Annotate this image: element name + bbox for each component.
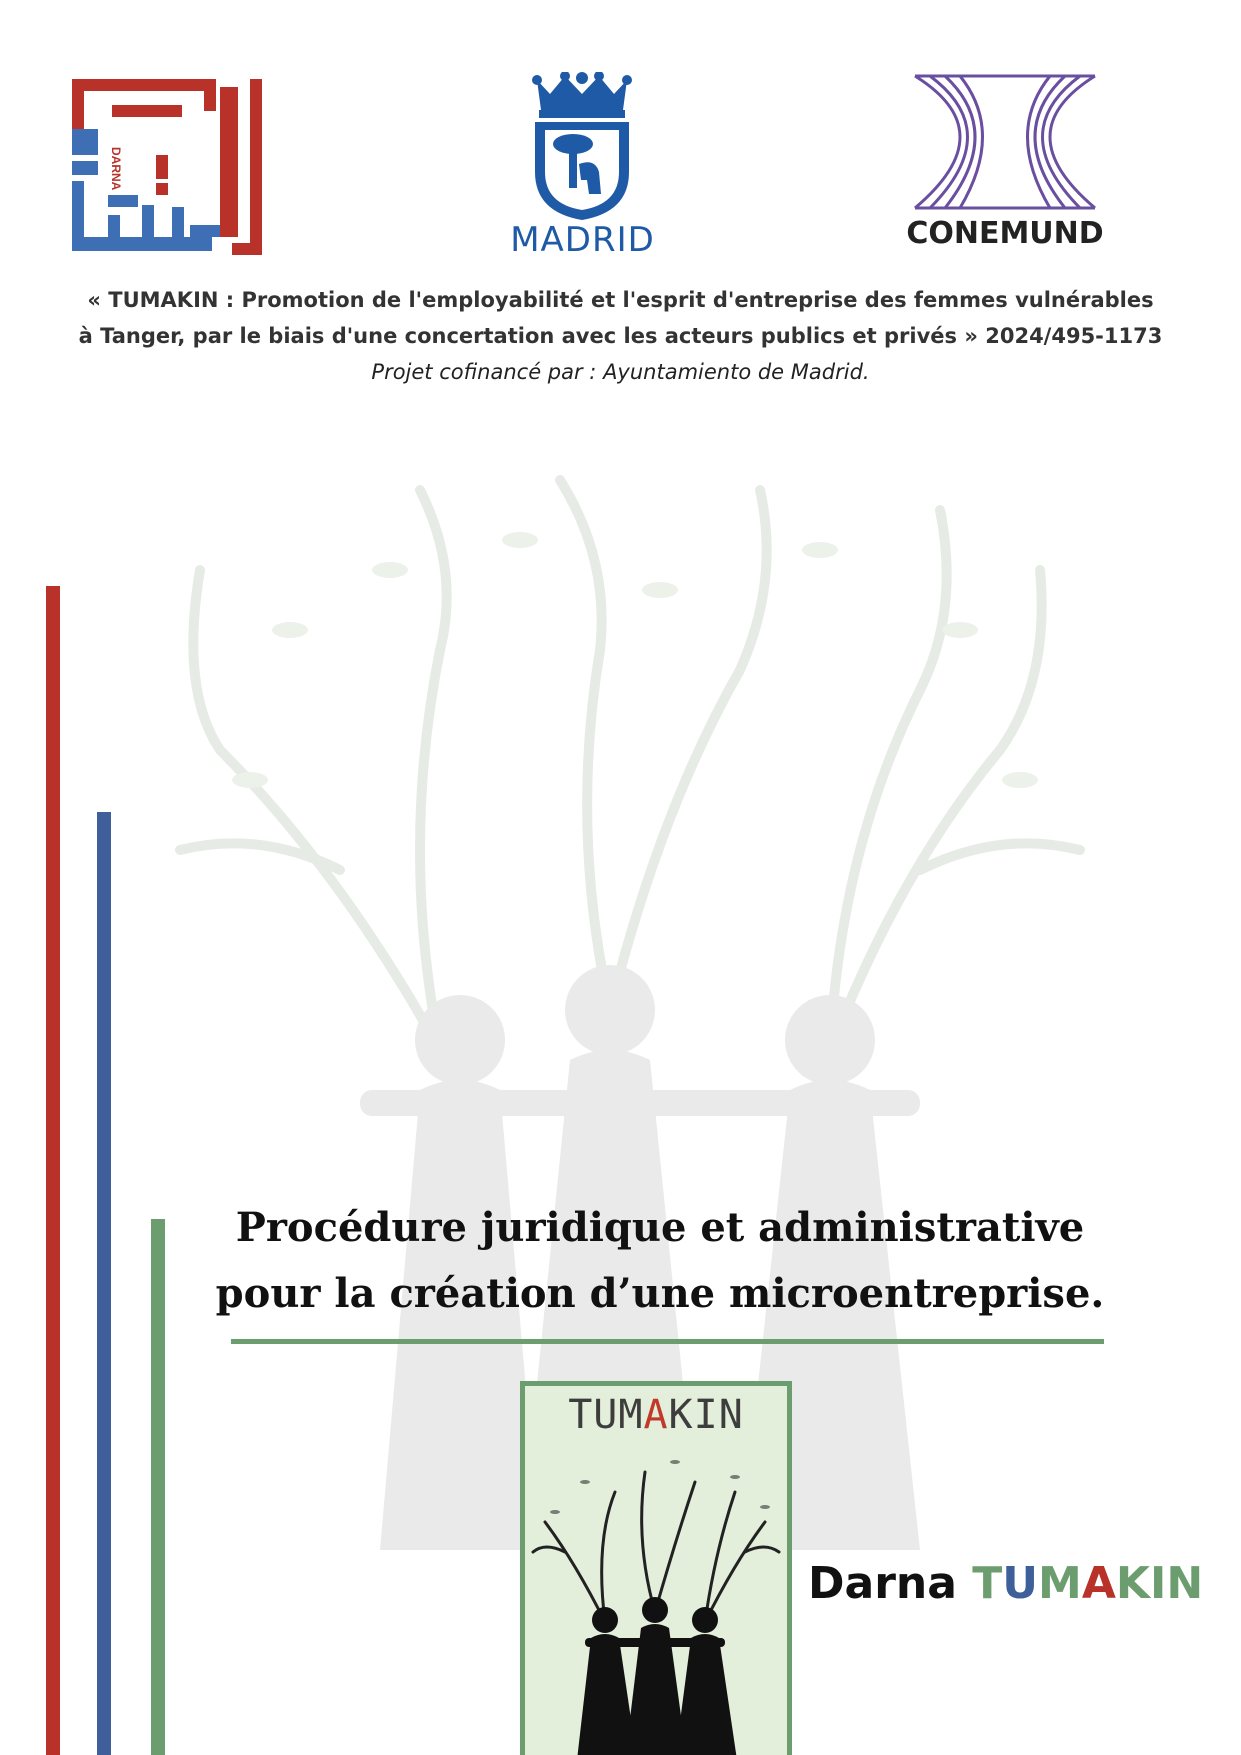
title-underline (231, 1339, 1104, 1344)
document-title-line-2: pour la création d’une microentreprise. (215, 1270, 1105, 1317)
document-title (200, 1195, 1120, 1327)
madrid-logo (495, 72, 670, 260)
project-header-line-1: « TUMAKIN : Promotion de l'employabilité et l'esprit d'entreprise des femmes vulnérables (87, 288, 1154, 312)
red-vertical-bar (46, 586, 60, 1755)
document-title-line-1: Procédure juridique et administrative (235, 1204, 1085, 1251)
brand-letters-kin: KIN (1115, 1558, 1204, 1609)
madrid-crest-icon (495, 72, 670, 222)
blue-vertical-bar (97, 812, 111, 1755)
conemund-logo-text: CONEMUND (906, 216, 1104, 251)
tumakin-box-title-part1: TUM (568, 1392, 644, 1438)
brand-letter-m: M (1038, 1558, 1082, 1609)
tumakin-box-title-part2: KIN (668, 1392, 744, 1438)
conemund-logo (880, 72, 1130, 257)
brand-word-tumakin (972, 1558, 1203, 1609)
tree-women-icon (525, 1442, 787, 1755)
tumakin-logo-box (520, 1381, 792, 1755)
green-vertical-bar (151, 1219, 165, 1755)
brand-letter-a: A (1081, 1558, 1116, 1609)
darna-logo (72, 75, 262, 255)
tumakin-box-title-accent: A (643, 1392, 669, 1438)
brand-darna-tumakin (808, 1558, 1203, 1609)
brand-letter-u: U (1002, 1558, 1039, 1609)
project-header-line-2: à Tanger, par le biais d'une concertation avec les acteurs publics et privés » 2024/495-1173 (78, 324, 1163, 348)
brand-letter-t: T (972, 1558, 1003, 1609)
darna-vertical-text: DARNA (109, 147, 123, 191)
brand-word-darna: Darna (808, 1558, 957, 1609)
tumakin-box-title (525, 1392, 787, 1438)
cofinance-note: Projet cofinancé par : Ayuntamiento de Madrid. (371, 360, 870, 384)
madrid-logo-text: MADRID (510, 220, 655, 260)
conemund-emblem-icon (880, 72, 1130, 212)
project-header (0, 282, 1241, 390)
